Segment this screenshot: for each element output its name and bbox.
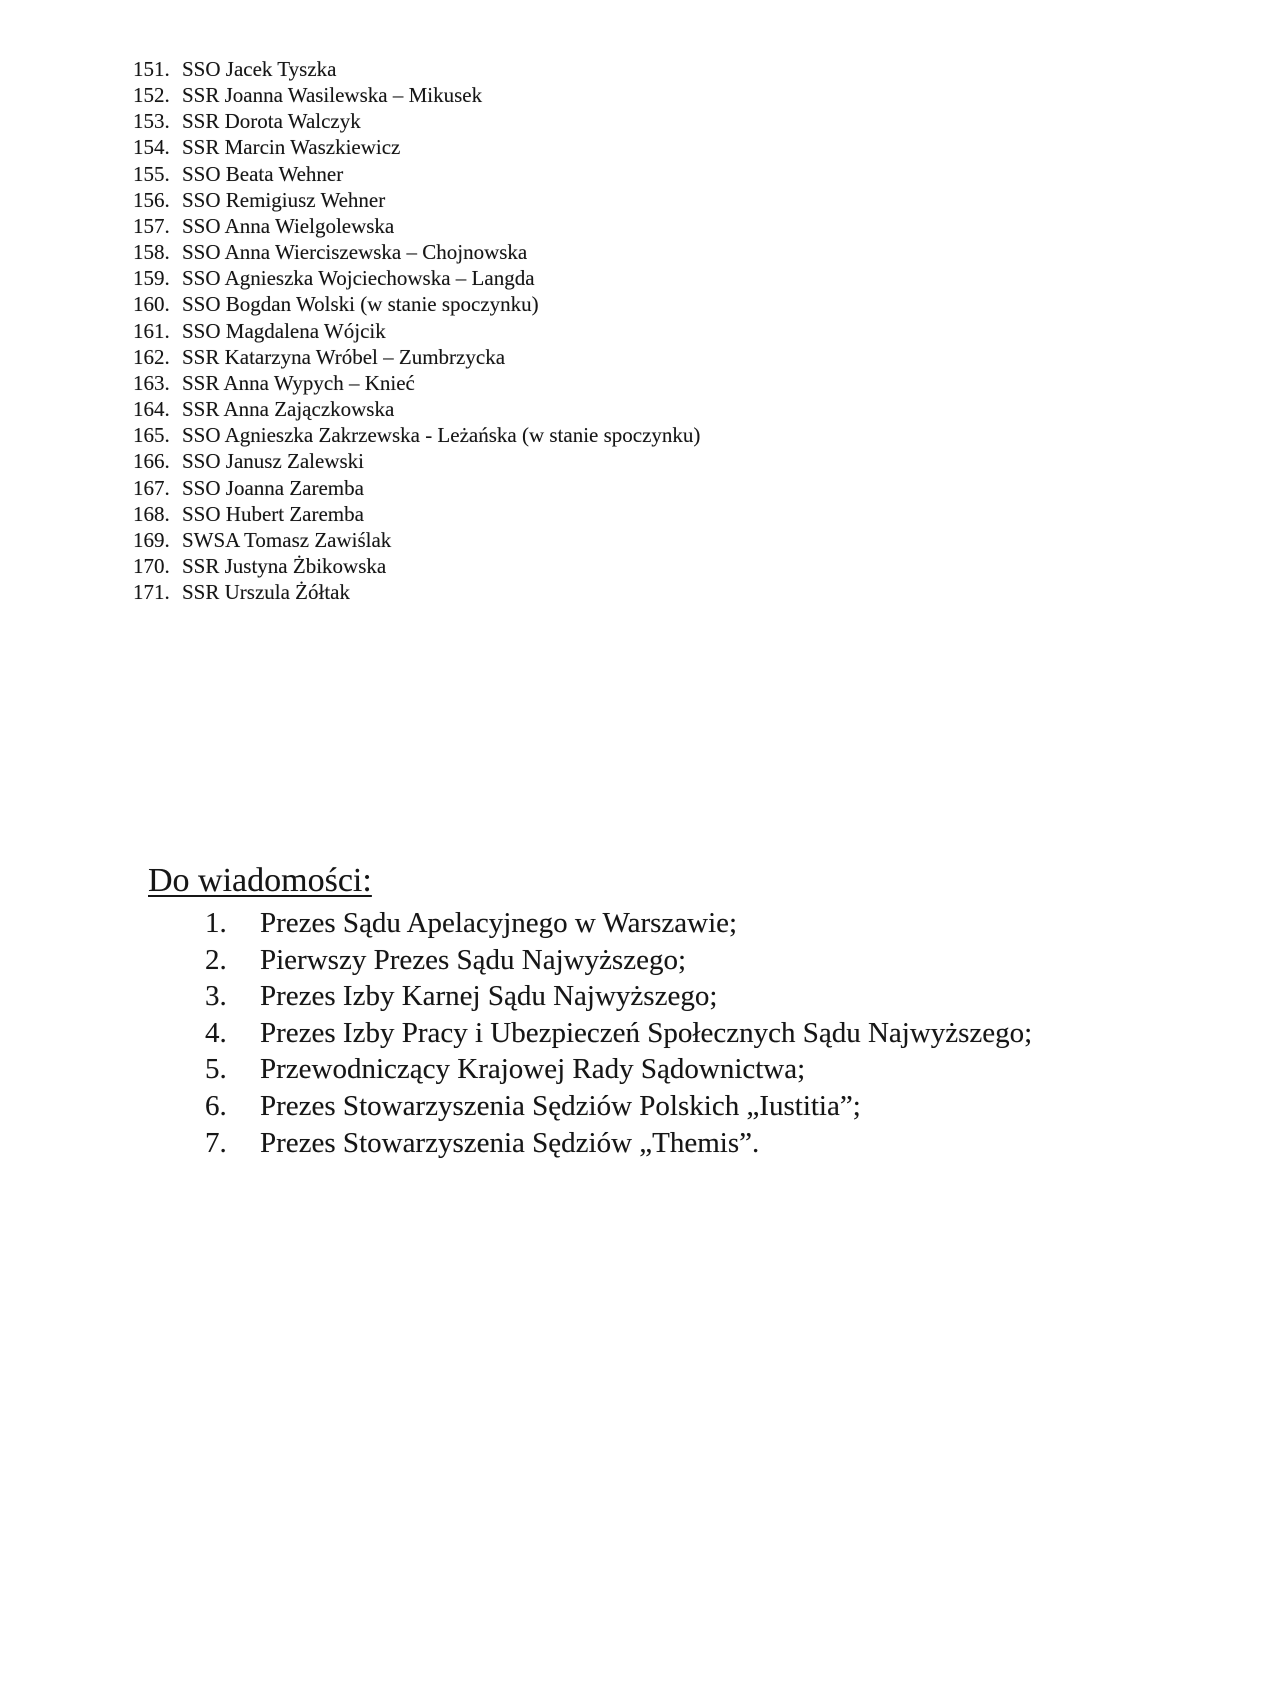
judge-list-item xyxy=(133,527,700,553)
judge-entry: SSR Urszula Żółtak xyxy=(182,580,350,605)
judge-entry: SSO Agnieszka Wojciechowska – Langda xyxy=(182,266,535,291)
recipient-list-item xyxy=(205,942,1032,979)
judge-number: 162. xyxy=(133,344,170,369)
judge-number: 161. xyxy=(133,318,170,343)
recipient-entry: Pierwszy Prezes Sądu Najwyższego; xyxy=(260,943,687,976)
judge-number: 155. xyxy=(133,161,170,186)
judge-number: 163. xyxy=(133,370,170,395)
judge-entry: SSO Anna Wielgolewska xyxy=(182,213,395,238)
recipient-number: 7. xyxy=(205,1126,227,1159)
judge-number: 160. xyxy=(133,292,170,317)
recipient-list-item xyxy=(205,978,1032,1015)
judge-list-item xyxy=(133,161,700,187)
judge-list-item xyxy=(133,187,700,213)
recipient-number: 2. xyxy=(205,943,227,976)
judge-list-item xyxy=(133,108,700,134)
judges-list xyxy=(133,56,700,605)
recipient-entry: Prezes Sądu Apelacyjnego w Warszawie; xyxy=(260,907,738,939)
recipient-number: 6. xyxy=(205,1089,227,1122)
judge-list-item xyxy=(133,448,700,474)
judge-list-item xyxy=(133,475,700,501)
judge-entry: SSO Remigiusz Wehner xyxy=(182,187,386,212)
judge-list-item xyxy=(133,579,700,605)
judge-entry: SSO Hubert Zaremba xyxy=(182,501,364,526)
recipient-entry: Prezes Stowarzyszenia Sędziów Polskich „Iustitia”; xyxy=(260,1089,861,1122)
judge-entry: SSO Bogdan Wolski (w stanie spoczynku) xyxy=(182,292,539,317)
recipient-number: 4. xyxy=(205,1016,227,1049)
judge-list-item xyxy=(133,422,700,448)
judge-entry: SSO Anna Wierciszewska – Chojnowska xyxy=(182,240,528,265)
judge-entry: SSO Agnieszka Zakrzewska - Leżańska (w stanie spoczynku) xyxy=(182,423,701,448)
judge-entry: SSR Katarzyna Wróbel – Zumbrzycka xyxy=(182,344,506,369)
judge-entry: SSO Magdalena Wójcik xyxy=(182,318,386,343)
judge-list-item xyxy=(133,553,700,579)
recipients-list xyxy=(205,905,1032,1161)
judge-number: 159. xyxy=(133,266,170,291)
judge-number: 164. xyxy=(133,397,170,422)
judge-number: 154. xyxy=(133,135,170,160)
judge-entry: SSR Dorota Walczyk xyxy=(182,109,361,134)
notice-heading: Do wiadomości: xyxy=(148,862,372,899)
judge-number: 151. xyxy=(133,57,170,81)
judge-list-item xyxy=(133,239,700,265)
recipient-list-item xyxy=(205,905,1032,942)
recipient-list-item xyxy=(205,1015,1032,1052)
recipient-list-item xyxy=(205,1088,1032,1125)
judge-list-item xyxy=(133,56,700,82)
judge-entry: SSR Justyna Żbikowska xyxy=(182,553,387,578)
judge-list-item xyxy=(133,318,700,344)
judge-entry: SSO Jacek Tyszka xyxy=(182,57,337,81)
judge-entry: SWSA Tomasz Zawiślak xyxy=(182,527,392,552)
judge-number: 166. xyxy=(133,449,170,474)
recipient-entry: Prezes Izby Pracy i Ubezpieczeń Społecznych Sądu Najwyższego; xyxy=(260,1016,1033,1049)
judge-number: 170. xyxy=(133,553,170,578)
judge-entry: SSO Joanna Zaremba xyxy=(182,475,364,500)
recipient-number: 5. xyxy=(205,1053,227,1086)
judge-list-item xyxy=(133,396,700,422)
judge-number: 168. xyxy=(133,501,170,526)
judge-number: 153. xyxy=(133,109,170,134)
judge-entry: SSO Janusz Zalewski xyxy=(182,449,364,474)
judge-list-item xyxy=(133,370,700,396)
judge-number: 156. xyxy=(133,187,170,212)
judge-list-item xyxy=(133,213,700,239)
judge-entry: SSR Anna Zajączkowska xyxy=(182,397,395,422)
recipient-number: 1. xyxy=(205,907,227,939)
recipient-number: 3. xyxy=(205,980,227,1013)
judge-number: 167. xyxy=(133,475,170,500)
judge-number: 157. xyxy=(133,213,170,238)
judge-entry: SSR Anna Wypych – Knieć xyxy=(182,370,415,395)
judge-number: 152. xyxy=(133,83,170,108)
judge-number: 171. xyxy=(133,580,170,605)
judge-entry: SSR Joanna Wasilewska – Mikusek xyxy=(182,83,483,108)
judge-list-item xyxy=(133,265,700,291)
recipient-list-item xyxy=(205,1125,1032,1162)
judge-list-item xyxy=(133,501,700,527)
judge-entry: SSR Marcin Waszkiewicz xyxy=(182,135,401,160)
recipient-list-item xyxy=(205,1051,1032,1088)
recipient-entry: Prezes Izby Karnej Sądu Najwyższego; xyxy=(260,980,718,1013)
recipient-entry: Prezes Stowarzyszenia Sędziów „Themis”. xyxy=(260,1126,760,1159)
judge-list-item xyxy=(133,134,700,160)
judge-list-item xyxy=(133,344,700,370)
judge-list-item xyxy=(133,291,700,317)
judge-number: 158. xyxy=(133,240,170,265)
judge-number: 169. xyxy=(133,527,170,552)
judge-entry: SSO Beata Wehner xyxy=(182,161,344,186)
judge-list-item xyxy=(133,82,700,108)
recipient-entry: Przewodniczący Krajowej Rady Sądownictwa; xyxy=(260,1053,806,1086)
judge-number: 165. xyxy=(133,423,170,448)
